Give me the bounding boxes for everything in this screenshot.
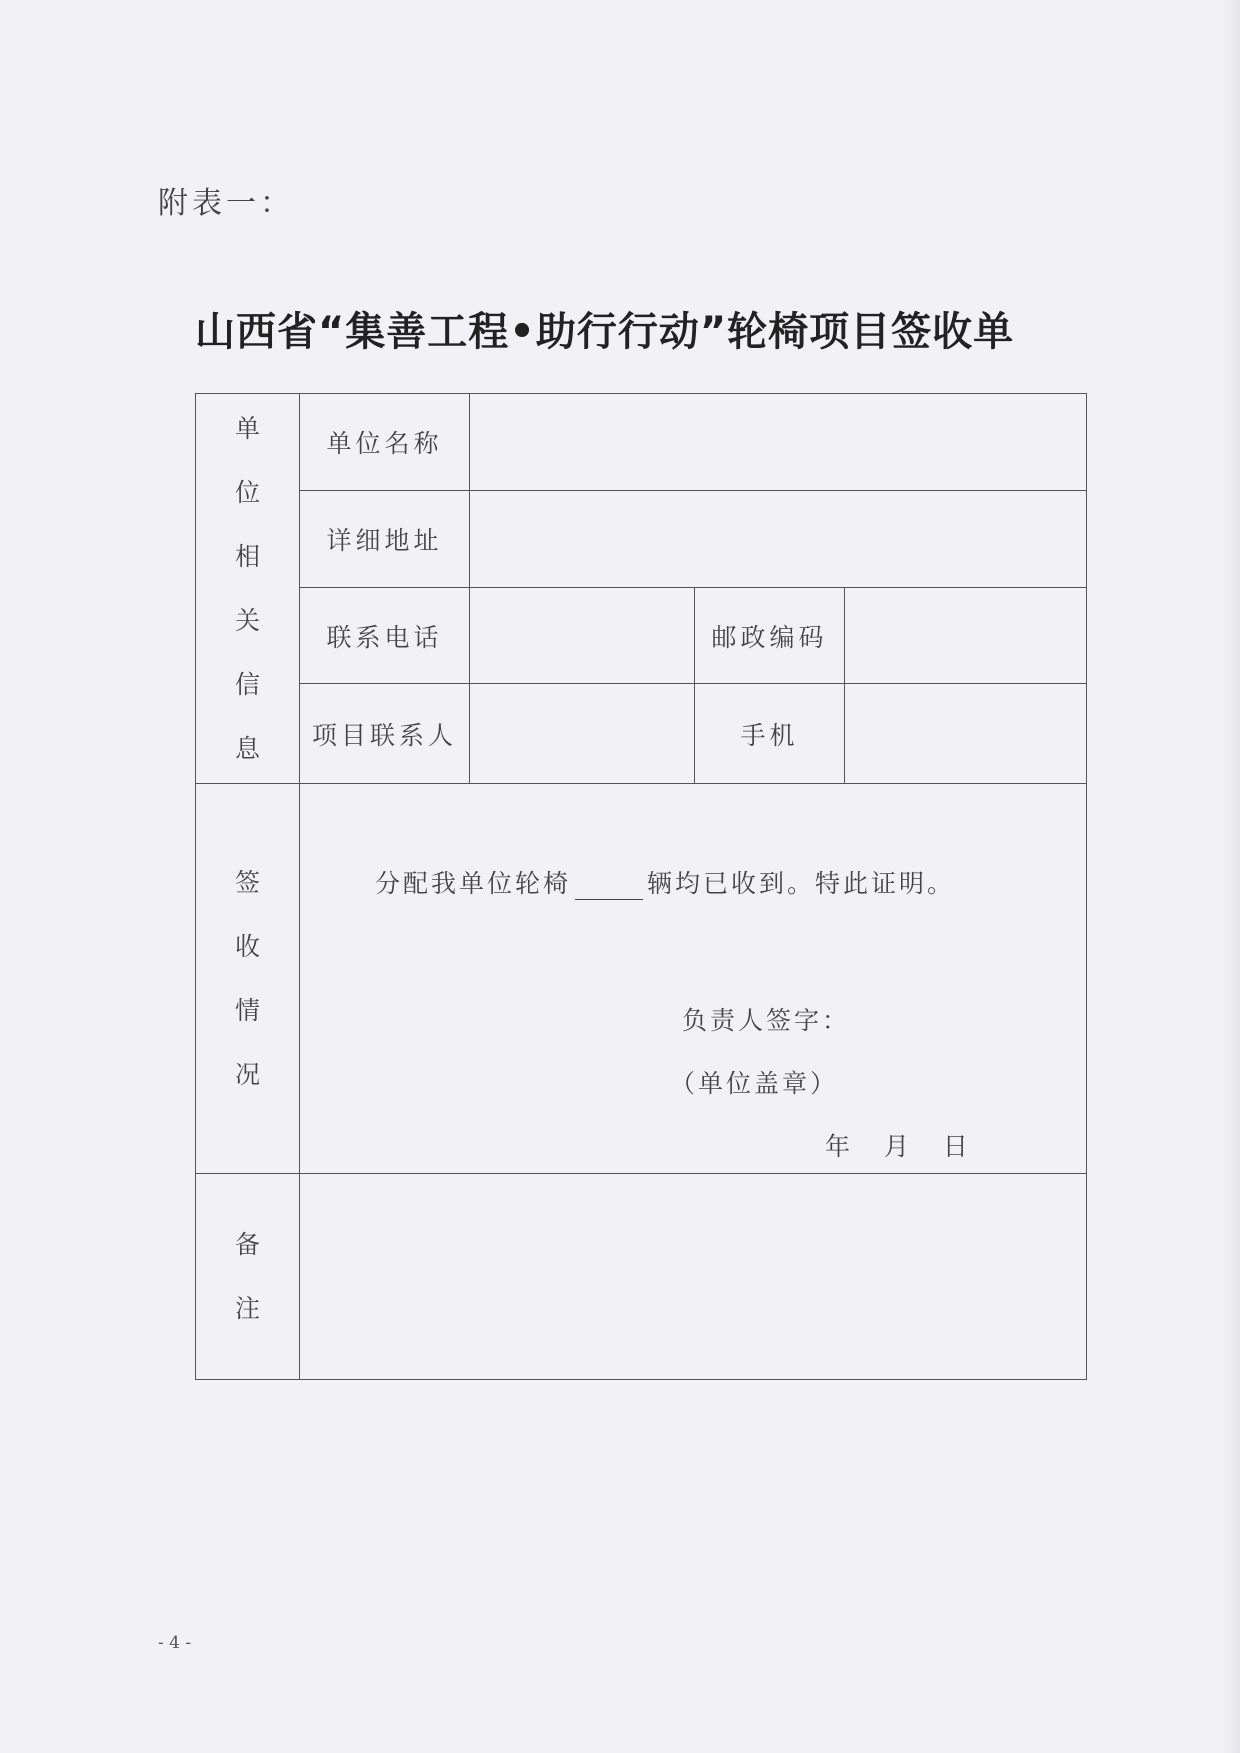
contact-row <box>196 684 1087 784</box>
unit-info-section-cell <box>196 394 300 784</box>
receipt-form-table <box>195 393 1087 1380</box>
address-label: 详细地址 <box>300 491 470 588</box>
postal-code-label: 邮政编码 <box>695 588 845 684</box>
remarks-field[interactable] <box>300 1174 1087 1380</box>
phone-row <box>196 588 1087 684</box>
mobile-field[interactable] <box>845 684 1087 784</box>
page-edge <box>1222 0 1240 1753</box>
address-row <box>196 491 1087 588</box>
remarks-section-cell <box>196 1174 300 1380</box>
mobile-label: 手机 <box>695 684 845 784</box>
date-line: 年 月 日 <box>825 1132 970 1161</box>
phone-field[interactable] <box>470 588 695 684</box>
receipt-section-cell <box>196 784 300 1174</box>
unit-name-label: 单位名称 <box>300 394 470 491</box>
receipt-content-cell <box>300 784 1087 1174</box>
phone-label: 联系电话 <box>300 588 470 684</box>
signature-label: 负责人签字： <box>682 1006 851 1035</box>
contact-person-field[interactable] <box>470 684 695 784</box>
postal-code-field[interactable] <box>845 588 1087 684</box>
unit-info-section-label: 单位相关信息 <box>234 413 260 763</box>
seal-label: （单位盖章） <box>670 1069 839 1098</box>
wheelchair-quantity-blank[interactable] <box>575 877 643 900</box>
statement-prefix: 分配我单位轮椅 <box>375 869 572 898</box>
statement-suffix: 辆均已收到。特此证明。 <box>647 869 956 898</box>
appendix-label: 附表一： <box>158 186 294 221</box>
remarks-section-label: 备注 <box>234 1229 260 1323</box>
unit-name-field[interactable] <box>470 394 1087 491</box>
unit-name-row <box>196 394 1087 491</box>
document-title: 山西省“集善工程•助行行动”轮椅项目签收单 <box>195 309 1015 355</box>
receipt-row <box>196 784 1087 1174</box>
remarks-row <box>196 1174 1087 1380</box>
page-number: - 4 - <box>158 1633 192 1653</box>
address-field[interactable] <box>470 491 1087 588</box>
contact-person-label: 项目联系人 <box>300 684 470 784</box>
receipt-section-label: 签收情况 <box>234 867 260 1089</box>
receipt-statement <box>375 864 955 900</box>
